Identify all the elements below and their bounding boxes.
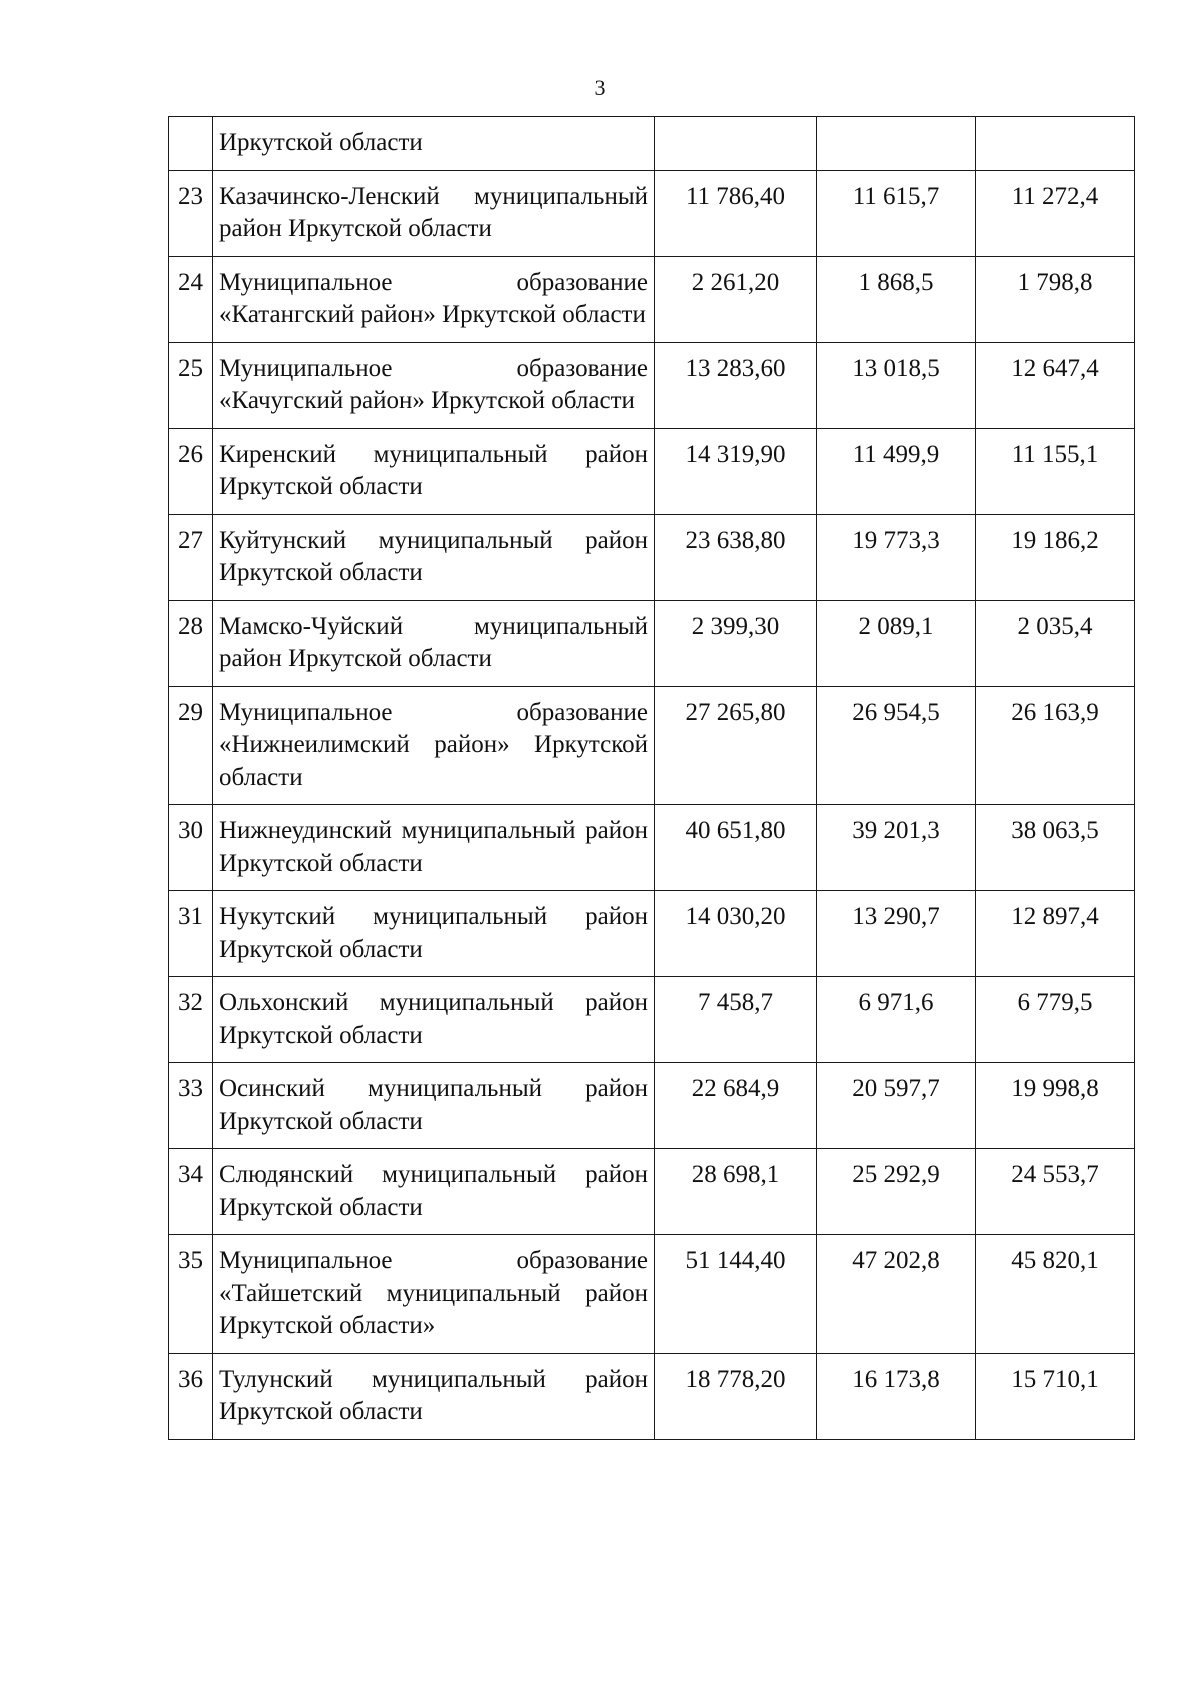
value-col-3: 15 710,1	[976, 1353, 1135, 1439]
municipality-name: Казачинско-Ленский муниципальный район Иркутской области	[213, 170, 655, 256]
value-col-3: 11 272,4	[976, 170, 1135, 256]
value-col-2: 13 290,7	[817, 891, 976, 977]
value-col-3: 38 063,5	[976, 805, 1135, 891]
value-col-3: 26 163,9	[976, 686, 1135, 805]
municipality-name: Муниципальное образование «Качугский район» Иркутской области	[213, 342, 655, 428]
row-number: 33	[169, 1063, 213, 1149]
row-number: 23	[169, 170, 213, 256]
table-row	[169, 256, 1135, 342]
municipality-name: Муниципальное образование «Катангский район» Иркутской области	[213, 256, 655, 342]
value-col-1: 28 698,1	[655, 1149, 817, 1235]
value-col-3: 2 035,4	[976, 600, 1135, 686]
value-col-2: 20 597,7	[817, 1063, 976, 1149]
value-col-3: 12 897,4	[976, 891, 1135, 977]
table-row	[169, 1149, 1135, 1235]
value-col-1	[655, 117, 817, 171]
value-col-1: 13 283,60	[655, 342, 817, 428]
page-number: 3	[594, 75, 606, 100]
table-row	[169, 1063, 1135, 1149]
municipality-name: Муниципальное образование «Нижнеилимский район» Иркутской области	[213, 686, 655, 805]
table-row	[169, 686, 1135, 805]
value-col-3: 6 779,5	[976, 977, 1135, 1063]
row-number	[169, 117, 213, 171]
row-number: 29	[169, 686, 213, 805]
value-col-2: 6 971,6	[817, 977, 976, 1063]
municipality-name: Тулунский муниципальный район Иркутской области	[213, 1353, 655, 1439]
value-col-1: 40 651,80	[655, 805, 817, 891]
value-col-3: 11 155,1	[976, 428, 1135, 514]
value-col-1: 23 638,80	[655, 514, 817, 600]
value-col-2: 13 018,5	[817, 342, 976, 428]
row-number: 26	[169, 428, 213, 514]
value-col-2: 1 868,5	[817, 256, 976, 342]
table-row	[169, 891, 1135, 977]
municipality-name: Мамско-Чуйский муниципальный район Иркутской области	[213, 600, 655, 686]
value-col-3: 19 998,8	[976, 1063, 1135, 1149]
table-row	[169, 342, 1135, 428]
value-col-1: 11 786,40	[655, 170, 817, 256]
value-col-3: 19 186,2	[976, 514, 1135, 600]
value-col-3: 12 647,4	[976, 342, 1135, 428]
table-row	[169, 977, 1135, 1063]
municipality-name: Нукутский муниципальный район Иркутской области	[213, 891, 655, 977]
value-col-3: 1 798,8	[976, 256, 1135, 342]
value-col-1: 27 265,80	[655, 686, 817, 805]
value-col-2: 11 499,9	[817, 428, 976, 514]
table-row	[169, 1235, 1135, 1354]
row-number: 35	[169, 1235, 213, 1354]
municipality-name: Муниципальное образование «Тайшетский муниципальный район Иркутской области»	[213, 1235, 655, 1354]
table-body	[169, 117, 1135, 1440]
value-col-3: 24 553,7	[976, 1149, 1135, 1235]
value-col-1: 2 261,20	[655, 256, 817, 342]
value-col-3	[976, 117, 1135, 171]
municipality-name: Куйтунский муниципальный район Иркутской области	[213, 514, 655, 600]
municipality-name: Слюдянский муниципальный район Иркутской области	[213, 1149, 655, 1235]
table-row	[169, 1353, 1135, 1439]
value-col-2: 2 089,1	[817, 600, 976, 686]
value-col-1: 2 399,30	[655, 600, 817, 686]
value-col-2: 47 202,8	[817, 1235, 976, 1354]
row-number: 30	[169, 805, 213, 891]
municipality-name: Нижнеудинский муниципальный район Иркутской области	[213, 805, 655, 891]
value-col-1: 22 684,9	[655, 1063, 817, 1149]
value-col-1: 14 030,20	[655, 891, 817, 977]
table-row	[169, 428, 1135, 514]
value-col-2: 39 201,3	[817, 805, 976, 891]
row-number: 32	[169, 977, 213, 1063]
municipality-name: Киренский муниципальный район Иркутской области	[213, 428, 655, 514]
value-col-2	[817, 117, 976, 171]
value-col-3: 45 820,1	[976, 1235, 1135, 1354]
table-row	[169, 805, 1135, 891]
value-col-1: 51 144,40	[655, 1235, 817, 1354]
table-row	[169, 514, 1135, 600]
municipality-name: Ольхонский муниципальный район Иркутской области	[213, 977, 655, 1063]
row-number: 28	[169, 600, 213, 686]
table-row	[169, 117, 1135, 171]
budget-table	[168, 116, 1135, 1440]
value-col-1: 7 458,7	[655, 977, 817, 1063]
row-number: 36	[169, 1353, 213, 1439]
value-col-2: 11 615,7	[817, 170, 976, 256]
value-col-2: 19 773,3	[817, 514, 976, 600]
value-col-2: 16 173,8	[817, 1353, 976, 1439]
row-number: 25	[169, 342, 213, 428]
municipality-name: Осинский муниципальный район Иркутской области	[213, 1063, 655, 1149]
value-col-2: 26 954,5	[817, 686, 976, 805]
value-col-2: 25 292,9	[817, 1149, 976, 1235]
municipality-name: Иркутской области	[213, 117, 655, 171]
value-col-1: 18 778,20	[655, 1353, 817, 1439]
row-number: 27	[169, 514, 213, 600]
table-row	[169, 600, 1135, 686]
row-number: 31	[169, 891, 213, 977]
value-col-1: 14 319,90	[655, 428, 817, 514]
row-number: 34	[169, 1149, 213, 1235]
table-row	[169, 170, 1135, 256]
row-number: 24	[169, 256, 213, 342]
